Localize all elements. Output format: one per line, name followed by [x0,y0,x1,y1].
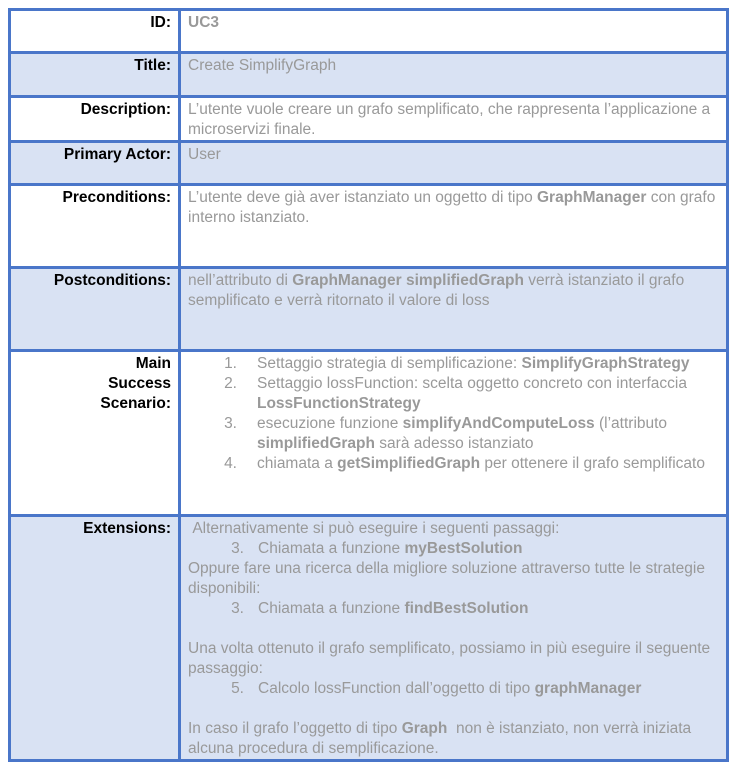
bold-term: SimplifyGraphStrategy [521,355,690,372]
bold-term: simplifyAndComputeLoss [402,415,595,432]
list-item [201,454,719,474]
list-text [257,454,705,474]
paragraph [188,559,719,599]
field-value [180,10,728,53]
text-segment: Chiamata a funzione [258,600,405,617]
paragraph [188,699,719,719]
list-number: 3. [231,540,244,557]
text-segment: Settaggio strategia di semplificazione: [257,355,522,372]
list-number: 4. [224,455,237,472]
field-label: Primary Actor: [10,142,180,185]
list-item [188,679,719,699]
table-row [10,268,728,351]
bold-term: GraphManager simplifiedGraph [292,272,524,289]
table-row [10,10,728,53]
text-segment: L’utente vuole creare un grafo semplificato, che rappresenta l’applicazione a microservizi finale. [188,101,715,138]
paragraph [188,13,719,33]
text-segment: esecuzione funzione [257,415,403,432]
list-number: 5. [231,680,244,697]
text-segment: verrà istanziato il grafo semplificato e verrà ritornato il valore di loss [188,272,689,309]
text-segment: chiamata a [257,455,338,472]
field-value [180,268,728,351]
paragraph [188,188,719,228]
table-row [10,53,728,97]
text-segment: non è istanziato, non verrà iniziata alcuna procedura di semplificazione. [188,720,696,757]
list-item [201,374,719,414]
bold-term: graphManager [534,680,642,697]
table-row [10,97,728,142]
paragraph [188,271,719,311]
bold-term: GraphManager [537,189,647,206]
text-segment: Chiamata a funzione [258,540,405,557]
list-item [188,599,719,619]
table-row [10,185,728,268]
table-row [10,351,728,516]
text-segment: In caso il grafo l’oggetto di tipo [188,720,402,737]
table-row [10,142,728,185]
field-value [180,53,728,97]
paragraph [188,145,719,165]
field-value [180,351,728,516]
bold-term: myBestSolution [404,540,523,557]
paragraph [188,719,719,759]
text-segment: Calcolo lossFunction dall’oggetto di tipo [258,680,535,697]
bold-term: UC3 [188,14,220,31]
paragraph [188,519,719,539]
bold-term: LossFunctionStrategy [257,395,421,412]
bold-term: Graph [401,720,448,737]
list-number: 2. [224,375,237,392]
bold-term: getSimplifiedGraph [337,455,481,472]
bold-term: findBestSolution [404,600,529,617]
text-segment: (l’attributo [594,415,672,432]
text-segment: Una volta ottenuto il grafo semplificato, possiamo in più eseguire il seguente passaggio: [188,640,715,677]
list-text [257,414,719,454]
field-label: ID: [10,10,180,53]
list-number: 3. [231,600,244,617]
list-item [201,414,719,454]
paragraph [188,56,719,76]
paragraph [188,619,719,639]
list-text [258,599,528,619]
list-number: 1. [224,355,237,372]
field-label: Extensions: [10,516,180,761]
text-segment: User [188,146,221,163]
text-segment: con grafo interno istanziato. [188,189,720,226]
paragraph [188,639,719,679]
field-label: Postconditions: [10,268,180,351]
text-segment: Settaggio lossFunction: scelta oggetto concreto con interfaccia [257,375,692,392]
field-value [180,142,728,185]
text-segment: per ottenere il grafo semplificato [480,455,705,472]
list-text [258,539,522,559]
field-label: Title: [10,53,180,97]
list-number: 3. [224,415,237,432]
list-item [188,539,719,559]
paragraph [188,100,719,140]
list-text [257,354,689,374]
field-label: Preconditions: [10,185,180,268]
text-segment: nell’attributo di [188,272,293,289]
field-value [180,97,728,142]
list-item [201,354,719,374]
table-row [10,516,728,761]
list-text [257,374,719,414]
bold-term: simplifiedGraph [257,435,375,452]
field-label: Main Success Scenario: [10,351,180,516]
text-segment: Create SimplifyGraph [188,57,337,74]
text-segment: sarà adesso istanziato [375,435,534,452]
field-label: Description: [10,97,180,142]
field-value [180,516,728,761]
text-segment: Oppure fare una ricerca della migliore soluzione attraverso tutte le strategie disponibili: [188,560,710,597]
use-case-table [8,8,729,762]
list-text [258,679,641,699]
field-value [180,185,728,268]
text-segment: Alternativamente si può eseguire i seguenti passaggi: [188,520,560,537]
text-segment: L’utente deve già aver istanziato un oggetto di tipo [188,189,537,206]
